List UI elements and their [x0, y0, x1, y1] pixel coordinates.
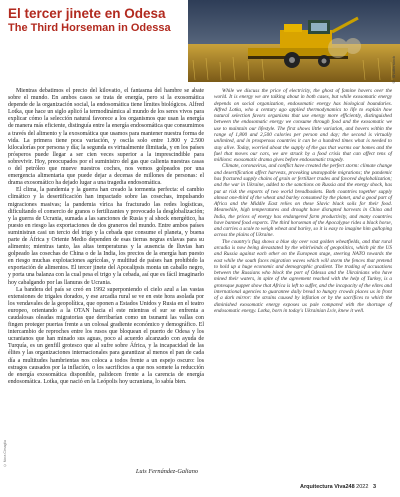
header-photo: [188, 0, 400, 85]
title-block: [8, 6, 198, 35]
side-credit: © Nora Cimaglia: [3, 440, 7, 468]
issue-number: 248: [345, 484, 355, 490]
article-subtitle: The Third Horseman in Odessa: [8, 22, 171, 34]
harvester-field-image: [188, 0, 400, 85]
page-number: 3: [372, 484, 377, 490]
english-paragraph-2: Climate, coronavirus, and conflict have created the perfect storm: climate change and desertification affect harvests, provoking unstoppable migrations; the pandemic has fractured supply chains of grain or fertilizer trades and favored deglobalization; and the war in Ukraine, added to the sanctions on Russia and the energy shock, has put at risk the exports of two world breadbaskets. Both countries together supply almost one-third of the wheat and barley consumed by the planet, and a good part of Africa and the Middle East relies on these Slavic black soils for their food. Meanwhile, high temperatures and drought have disrupted harvests in China and India, the prices of energy has endangered farm productivity, and many countries have banned food exports. The third horseman of the Apocalypse rides a black horse, and carries a scale to weigh wheat and barley, so it is easy to imagine him galloping across the plains of Ukraine.: [214, 163, 392, 239]
publication-name: Arquitectura Viva: [300, 484, 346, 490]
spanish-paragraph-3: La bandera del país se creó en 1992 superponiendo el cielo azul a las vastas extensiones de trigales dorados, y ese arcadia rural se ve en este hora asolada por los vendavales de la geopolítica, que oponen a Estados Unidos y Rusia en el teatro europeo, orientando a la OTAN hacia el este mientras el sur se enfrenta a caudalosas oleadas migratorias que derribarían como un tsunami las vallas con fingen proteger puertas frente a un colosal gradiente económico y demográfico. El intercambio de reproches entre los rusos que bloquean el puerto de Odesa y los ucranianos que han minado sus aguas, poco al acuerdo alcanzado con ayuda de Turquía, es un genfill grotesco que al sufre sobre África, y la incapacidad de las élites y las organizaciones internacionales para garantizar al menos el pan de cada día a multitudes hambrientas nos coloca a todos frente a un espejo oscuro: los estragos causados por la inflación, o los sacrificios a que nos somete la reducción de energía exosomática disponible, palidecen frente a la carencia de energía endosomática. Lotka, que nació en la Leópolis hoy ucraniana, lo sabía bien.: [8, 286, 204, 385]
issue-year: 2022: [356, 484, 369, 490]
page-footer: [300, 484, 376, 490]
spanish-paragraph-2: El clima, la pandemia y la guerra han creado la tormenta perfecta: el cambio climático y la desertificación han impactado sobre las cosechas, impulsando migraciones masivas; la pandemia vírica ha fracturado las redes logísticas, dificultando el comercio de granos o fertilizantes y provocado la desglobalización; y la guerra de Ucrania, sumada a las sanciones de Rusia y al shock energético, ha puesto en riesgo las exportaciones de dos graneros del mundo. Entre ambos países suministran casi un tercio del trigo y la cebada que consume el planeta, y buena parte de África y Oriente Medio dependen de esas tierras negras exlavas para su alimento; mientras tanto, las altas temperaturas y la ausencia de lluvias han golpeado las cosechas de China o de la India, los precios de la energía han puesto en riesgo muchas explotaciones agrícolas, y multitud de países han prohibido la exportación de alimentos. El tercer jinete del Apocalipsis monta un caballo negro, y porta una balanza con la cual pesa el trigo y la cebada, así que es fácil imaginarlo hoy cabalgando por las llanuras de Ucrania.: [8, 187, 204, 286]
english-column: [214, 88, 392, 314]
english-paragraph-1: While we discuss the price of electricity, the ghost of famine hovers over the world. It is energy we are talking about in both cases, but while exosomatic energy depends on social organization, endosomatic energy has biological boundaries. Alfred Lotka, who a century ago applied thermodynamics to life to explain how natural selection favors organisms that use energy more efficiently, distinguished between the endosomatic energy we consume through food and the exosomatic we use to maintain our lifestyle. The first shows little variation, and hovers within the range of 1,800 and 2,500 calories per person and day; the second is virtually unlimited, and in prosperous countries it can be a hundred times what is needed to stay alive. Today, worried about the supply of the gas that warms our homes and the fuel that moves our cars, we are struck by a food crisis that can affect tens of millions: exosomatic drama gives before endosomatic tragedy.: [214, 88, 392, 164]
photo-credit: © Shutterstock: [391, 56, 396, 85]
spanish-paragraph-1: Mientras debatimos el precio del kilovatio, el fantasma del hambre se abate sobre el mundo. En ambos casos se trata de energía, pero si la exosomática depende de la organización social, la endosomática tiene límites biológicos. Alfred Lotka, que hace un siglo aplicó la termodinámica al mundo de los seres vivos para explicar cómo la selección natural favorece a los organismos que usan la energía de manera más eficiente, distinguía entre la energía endosomática que consumimos a través del alimento y la exosomática que usamos para mantener nuestra forma de vida. La primera tiene poca variación, y oscila solo entre 1.800 y 2.500 kilocalorías por persona y día; la segunda es virtualmente ilimitada, y en los países prósperos puede llegar a ser cien veces superior a la imprescindible para sobrevivir. Hoy, preocupados por el suministro del gas que calienta nuestras casas o del petróleo que mueve nuestros coches, nos vemos golpeados por una emergencia alimentaria que puede dejar a decenas de millones de personas: el drama exosomático ha dejado lugar a una tragedia endosomática.: [8, 88, 205, 187]
spanish-column: [8, 88, 204, 386]
english-paragraph-3: The country's flag shows a blue sky over vast golden wheatfields, and that rural arcadia is now being devastated by the whirlwinds of geopolitics, which pit the US and Russia against each other on the European stage, steering NATO towards the east while the south faces migration waves which will storm the fences that pretend to hold up a huge economic and demographic gradient. The trading of accusations between the Russians who block the port of Odessa and the Ukrainians who have mined their waters, in spite of the agreement reached with the help of Turkey, is a grotesque puppet show that Africa is left to suffer, and the incapacity of the elites and international agencies to guarantee daily bread to hungry crowds places us in front of a dark mirror: the strains caused by inflation or by the sacrifices to which the diminished exosomatic energy exposes us pale compared with the shortage of endosomatic energy. Lotka, born in today's Ukrainian Lviv, knew it well.: [214, 238, 392, 314]
author-name: Luis Fernández-Galiano: [135, 468, 198, 475]
article-title: El tercer jinete en Odesa: [8, 6, 166, 21]
